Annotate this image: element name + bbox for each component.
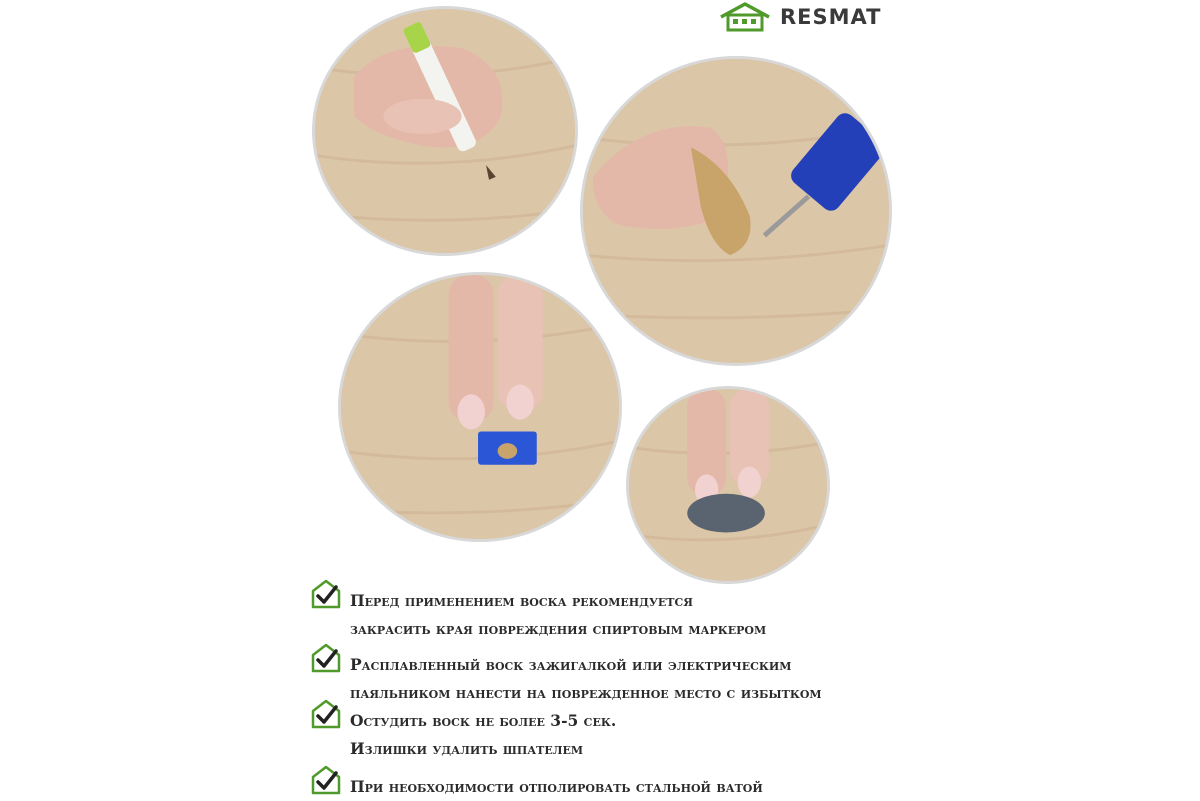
checkmark-icon [310,642,342,674]
step-2-line-2: паяльником нанести на поврежденное место с избытком [350,683,822,702]
step-1-line-2: закрасить края повреждения спиртовым маркером [350,619,767,638]
brand-name: RESMAT [780,5,882,29]
step-marker-photo [312,6,578,256]
checkmark-icon [310,578,342,610]
step-2-line-1: Расплавленный воск зажигалкой или электрическим [350,655,792,674]
step-4 [310,764,763,801]
step-3 [310,698,616,763]
step-soldering-photo [580,56,892,366]
step-1 [310,578,766,643]
step-steel-wool-photo [626,386,830,584]
step-1-line-1: Перед применением воска рекомендуется [350,591,693,610]
step-3-line-2: Излишки удалить шпателем [350,739,584,758]
house-icon [718,2,772,32]
checkmark-icon [310,698,342,730]
step-4-line-1: При необходимости отполировать стальной ватой [350,777,763,796]
checkmark-icon [310,764,342,796]
step-3-line-1: Остудить воск не более 3-5 сек. [350,711,617,730]
step-spatula-photo [338,272,622,542]
brand-logo [718,2,881,32]
